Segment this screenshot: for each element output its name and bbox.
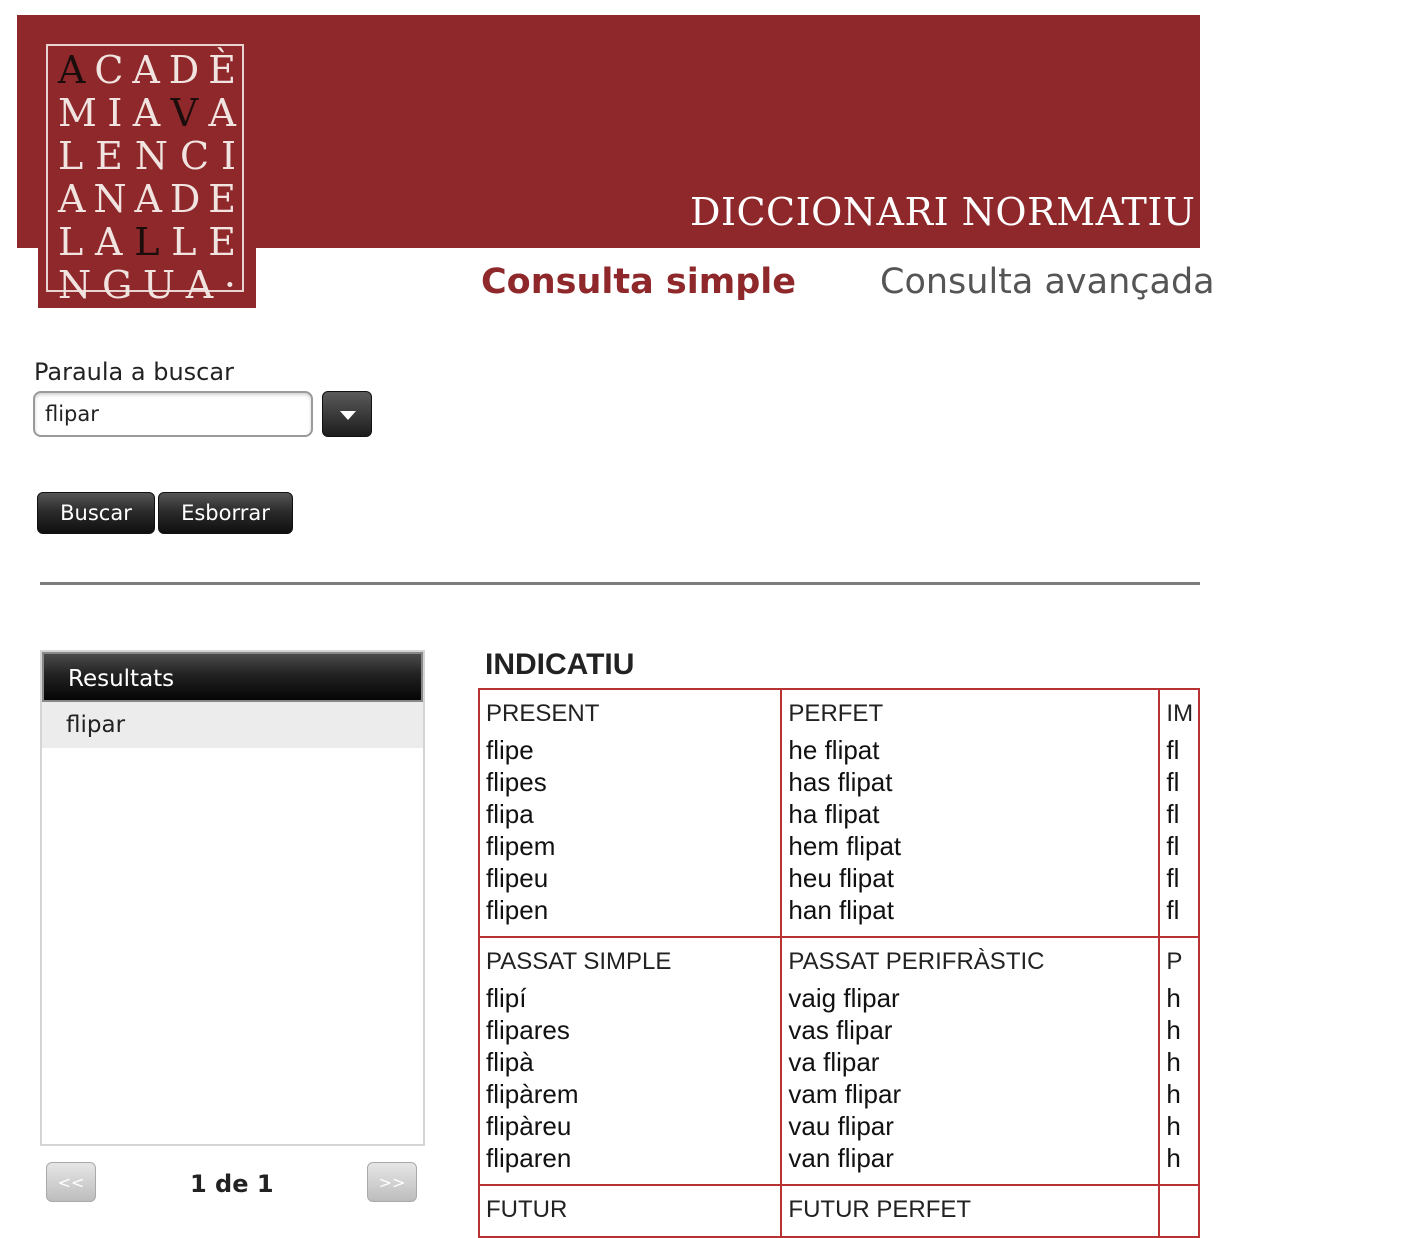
conjugation-row	[479, 937, 1199, 1185]
tense-name: FUTUR PERFET	[788, 1196, 972, 1223]
verb-form: fl	[1166, 863, 1180, 893]
logo-letter: A	[58, 48, 86, 92]
tense-name: PERFET	[788, 700, 884, 727]
pager-next-button[interactable]: >>	[367, 1162, 417, 1202]
logo-line	[58, 221, 236, 264]
tense-cell	[781, 1185, 1159, 1237]
logo-letter: L	[58, 220, 84, 264]
verb-forms	[788, 734, 1158, 926]
logo-letter: M	[58, 91, 97, 135]
verb-form: h	[1166, 1079, 1181, 1109]
dictionary-title: DICCIONARI NORMATIU VALENCIÀ	[690, 190, 1422, 234]
tense-name: PASSAT SIMPLE	[486, 948, 672, 975]
verb-form: vas flipar	[788, 1015, 893, 1045]
verb-form: flipeu	[486, 863, 549, 893]
tense-name: FUTUR	[486, 1196, 568, 1223]
verb-forms	[1166, 734, 1198, 926]
verb-form: hem flipat	[788, 831, 902, 861]
verb-form: flipem	[486, 831, 556, 861]
logo-letter: N	[58, 263, 92, 307]
logo-letter: V	[170, 91, 199, 135]
chevron-down-icon	[340, 411, 356, 420]
verb-form: flipàrem	[486, 1079, 579, 1109]
verb-form: vau flipar	[788, 1111, 894, 1141]
results-header: Resultats	[42, 652, 423, 702]
tense-cell	[479, 689, 781, 937]
logo-line	[58, 264, 236, 307]
verb-form: fl	[1166, 735, 1180, 765]
section-divider	[40, 582, 1200, 585]
logo-letter: D	[169, 177, 201, 221]
logo-letter: C	[179, 134, 210, 178]
verb-form: flipà	[486, 1047, 534, 1077]
tense-name: PASSAT PERIFRÀSTIC	[788, 948, 1045, 975]
tense-cell	[1159, 1185, 1199, 1237]
verb-form: flipen	[486, 895, 549, 925]
logo-letter: L	[171, 220, 197, 264]
verb-form: vaig flipar	[788, 983, 900, 1013]
tense-cell	[781, 937, 1159, 1185]
search-dropdown-button[interactable]	[322, 391, 372, 437]
logo-letter: A	[95, 220, 123, 264]
logo-letter: L	[58, 134, 84, 178]
verb-form: flipa	[486, 799, 534, 829]
verb-form: van flipar	[788, 1143, 894, 1173]
verb-form: va flipar	[788, 1047, 880, 1077]
verb-form: h	[1166, 1111, 1181, 1141]
logo-letter: A	[134, 177, 162, 221]
tense-cell	[1159, 937, 1199, 1185]
logo-lettering	[58, 49, 236, 307]
conjugation-row	[479, 689, 1199, 937]
tense-cell	[781, 689, 1159, 937]
logo-letter: A	[208, 91, 236, 135]
verb-form: heu flipat	[788, 863, 894, 893]
logo-letter: È	[208, 48, 236, 92]
logo-letter: I	[107, 91, 123, 135]
verb-form: ha flipat	[788, 799, 880, 829]
verb-forms	[788, 982, 1158, 1174]
verb-form: flipí	[486, 983, 527, 1013]
tense-name: P	[1166, 948, 1183, 975]
verb-form: flipares	[486, 1015, 570, 1045]
results-panel	[40, 650, 425, 1146]
verb-forms	[486, 982, 780, 1174]
tense-name	[1166, 1196, 1198, 1230]
verb-form: h	[1166, 1047, 1181, 1077]
logo-letter: D	[168, 48, 200, 92]
tab-consulta-simple[interactable]: Consulta simple	[481, 262, 797, 302]
logo-letter: N	[93, 177, 127, 221]
verb-form: h	[1166, 1143, 1181, 1173]
verb-form: flipàreu	[486, 1111, 572, 1141]
verb-form: he flipat	[788, 735, 880, 765]
pager-prev-button[interactable]: <<	[46, 1162, 96, 1202]
tense-cell	[479, 937, 781, 1185]
logo-letter: U	[143, 263, 176, 307]
logo-letter: C	[94, 48, 124, 92]
logo-letter: A	[58, 177, 86, 221]
verb-form: fl	[1166, 895, 1180, 925]
academy-logo[interactable]	[38, 27, 256, 308]
logo-line	[58, 178, 236, 221]
verb-forms	[486, 734, 780, 926]
logo-line	[58, 92, 236, 135]
logo-line	[58, 135, 236, 178]
logo-letter: E	[95, 134, 123, 178]
verb-form: han flipat	[788, 895, 894, 925]
mood-title: INDICATIU	[485, 648, 635, 681]
verb-form: fliparen	[486, 1143, 572, 1173]
verb-form: h	[1166, 983, 1181, 1013]
clear-button[interactable]: Esborrar	[158, 492, 293, 534]
verb-form: fl	[1166, 799, 1180, 829]
tab-consulta-avancada[interactable]: Consulta avançada	[880, 262, 1215, 302]
search-button[interactable]: Buscar	[37, 492, 155, 534]
verb-form: flipe	[486, 735, 534, 765]
pager-status: 1 de 1	[190, 1170, 274, 1198]
verb-form: h	[1166, 1015, 1181, 1045]
logo-letter: E	[208, 177, 236, 221]
conjugation-table	[478, 688, 1200, 1238]
result-item[interactable]: flipar	[42, 702, 423, 748]
logo-letter: A	[132, 48, 160, 92]
verb-form: has flipat	[788, 767, 893, 797]
verb-form: fl	[1166, 767, 1180, 797]
logo-letter: A	[132, 91, 161, 135]
logo-letter: A	[185, 263, 214, 307]
search-input[interactable]	[33, 391, 313, 437]
tense-name: IM	[1166, 700, 1194, 727]
logo-letter: E	[208, 220, 236, 264]
verb-form: fl	[1166, 831, 1180, 861]
tense-cell	[479, 1185, 781, 1237]
logo-letter: I	[220, 134, 236, 178]
logo-letter: N	[134, 134, 169, 178]
tense-name: PRESENT	[486, 700, 600, 727]
logo-letter: L	[134, 220, 160, 264]
verb-form: vam flipar	[788, 1079, 902, 1109]
conjugation-row	[479, 1185, 1199, 1237]
logo-letter: G	[101, 263, 133, 307]
tense-cell	[1159, 689, 1199, 937]
logo-letter: ·	[223, 263, 236, 307]
search-label: Paraula a buscar	[34, 358, 234, 386]
verb-forms	[1166, 982, 1198, 1174]
verb-form: flipes	[486, 767, 547, 797]
logo-line	[58, 49, 236, 92]
